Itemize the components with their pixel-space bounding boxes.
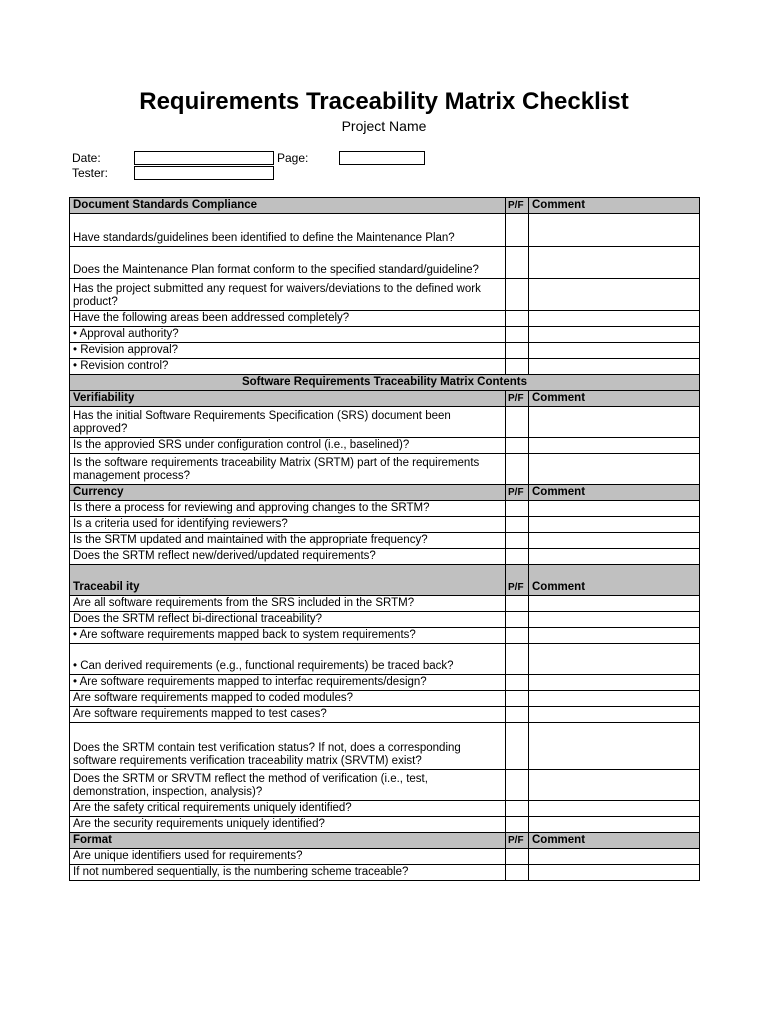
checklist-row (70, 628, 700, 644)
pf-cell[interactable] (506, 517, 529, 533)
comment-cell[interactable] (529, 214, 700, 247)
checklist-question: Is there a process for reviewing and approving changes to the SRTM? (70, 501, 506, 517)
checklist-row (70, 801, 700, 817)
checklist-row (70, 644, 700, 675)
comment-cell[interactable] (529, 849, 700, 865)
comment-cell[interactable] (529, 596, 700, 612)
checklist-row (70, 343, 700, 359)
section-title: Currency (70, 485, 506, 501)
pf-cell[interactable] (506, 691, 529, 707)
checklist-question: Does the Maintenance Plan format conform to the specified standard/guideline? (70, 247, 506, 279)
checklist-row (70, 407, 700, 438)
section-title: Format (70, 833, 506, 849)
comment-cell[interactable] (529, 279, 700, 311)
pf-cell[interactable] (506, 407, 529, 438)
checklist-row (70, 517, 700, 533)
pf-column-header: P/F (506, 391, 529, 407)
section-header-row (70, 391, 700, 407)
comment-cell[interactable] (529, 865, 700, 881)
comment-cell[interactable] (529, 770, 700, 801)
pf-column-header: P/F (506, 198, 529, 214)
checklist-question: Does the SRTM reflect bi-directional traceability? (70, 612, 506, 628)
checklist-row (70, 549, 700, 565)
section-title: Document Standards Compliance (70, 198, 506, 214)
pf-cell[interactable] (506, 612, 529, 628)
checklist-question: Have standards/guidelines been identified to define the Maintenance Plan? (70, 214, 506, 247)
checklist-row (70, 311, 700, 327)
comment-cell[interactable] (529, 612, 700, 628)
page-field[interactable] (339, 151, 425, 165)
checklist-row (70, 327, 700, 343)
comment-cell[interactable] (529, 801, 700, 817)
section-header-row (70, 833, 700, 849)
comment-cell[interactable] (529, 501, 700, 517)
checklist-question: Does the SRTM contain test verification status? If not, does a corresponding software requirements verification traceability matrix (SRVTM) exist? (70, 723, 506, 770)
comment-cell[interactable] (529, 675, 700, 691)
comment-cell[interactable] (529, 549, 700, 565)
comment-cell[interactable] (529, 533, 700, 549)
section-header-row (70, 485, 700, 501)
pf-cell[interactable] (506, 501, 529, 517)
comment-cell[interactable] (529, 438, 700, 454)
subheading-row (70, 375, 700, 391)
pf-cell[interactable] (506, 723, 529, 770)
comment-cell[interactable] (529, 247, 700, 279)
checklist-question: • Are software requirements mapped back to system requirements? (70, 628, 506, 644)
pf-cell[interactable] (506, 533, 529, 549)
checklist-question: Is the approvied SRS under configuration control (i.e., baselined)? (70, 438, 506, 454)
checklist-question: • Revision control? (70, 359, 506, 375)
page-title: Requirements Traceability Matrix Checklist (139, 88, 629, 115)
pf-cell[interactable] (506, 849, 529, 865)
comment-column-header: Comment (529, 565, 700, 596)
checklist-question: Does the SRTM or SRVTM reflect the method of verification (i.e., test, demonstration, inspection, analysis)? (70, 770, 506, 801)
checklist-question: Is a criteria used for identifying reviewers? (70, 517, 506, 533)
checklist-row (70, 849, 700, 865)
pf-cell[interactable] (506, 549, 529, 565)
checklist-table (69, 197, 700, 881)
comment-cell[interactable] (529, 628, 700, 644)
section-title: Verifiability (70, 391, 506, 407)
pf-cell[interactable] (506, 247, 529, 279)
checklist-question: Are all software requirements from the SRS included in the SRTM? (70, 596, 506, 612)
comment-column-header: Comment (529, 391, 700, 407)
date-label: Date: (72, 151, 101, 165)
comment-cell[interactable] (529, 723, 700, 770)
checklist-row (70, 533, 700, 549)
comment-cell[interactable] (529, 644, 700, 675)
checklist-question: If not numbered sequentially, is the numbering scheme traceable? (70, 865, 506, 881)
checklist-question: • Can derived requirements (e.g., functional requirements) be traced back? (70, 644, 506, 675)
comment-cell[interactable] (529, 454, 700, 485)
comment-cell[interactable] (529, 407, 700, 438)
checklist-body (70, 198, 700, 881)
checklist-question: Is the SRTM updated and maintained with the appropriate frequency? (70, 533, 506, 549)
checklist-question: Are software requirements mapped to coded modules? (70, 691, 506, 707)
checklist-row (70, 279, 700, 311)
comment-cell[interactable] (529, 517, 700, 533)
pf-cell[interactable] (506, 770, 529, 801)
comment-column-header: Comment (529, 833, 700, 849)
section-header-row (70, 198, 700, 214)
checklist-question: Are software requirements mapped to test cases? (70, 707, 506, 723)
checklist-row (70, 501, 700, 517)
comment-cell[interactable] (529, 311, 700, 327)
checklist-row (70, 612, 700, 628)
checklist-question: Does the SRTM reflect new/derived/updated requirements? (70, 549, 506, 565)
pf-cell[interactable] (506, 865, 529, 881)
checklist-row (70, 770, 700, 801)
checklist-row (70, 865, 700, 881)
pf-cell[interactable] (506, 707, 529, 723)
checklist-question: Are the safety critical requirements uniquely identified? (70, 801, 506, 817)
pf-cell[interactable] (506, 675, 529, 691)
pf-cell[interactable] (506, 343, 529, 359)
pf-cell[interactable] (506, 596, 529, 612)
date-field[interactable] (134, 151, 274, 165)
checklist-row (70, 817, 700, 833)
pf-column-header: P/F (506, 565, 529, 596)
checklist-question: • Are software requirements mapped to interfac requirements/design? (70, 675, 506, 691)
checklist-row (70, 247, 700, 279)
checklist-question: Has the initial Software Requirements Specification (SRS) document been approved? (70, 407, 506, 438)
pf-column-header: P/F (506, 485, 529, 501)
pf-cell[interactable] (506, 311, 529, 327)
pf-cell[interactable] (506, 628, 529, 644)
tester-field[interactable] (134, 166, 274, 180)
comment-cell[interactable] (529, 691, 700, 707)
checklist-row (70, 438, 700, 454)
comment-cell[interactable] (529, 343, 700, 359)
section-header-row (70, 565, 700, 596)
checklist-question: • Revision approval? (70, 343, 506, 359)
pf-cell[interactable] (506, 359, 529, 375)
checklist-row (70, 691, 700, 707)
pf-cell[interactable] (506, 438, 529, 454)
project-name: Project Name (341, 118, 427, 134)
checklist-question: Are unique identifiers used for requirements? (70, 849, 506, 865)
checklist-question: • Approval authority? (70, 327, 506, 343)
checklist-question: Is the software requirements traceability Matrix (SRTM) part of the requirements management process? (70, 454, 506, 485)
page-label: Page: (277, 151, 309, 165)
pf-column-header: P/F (506, 833, 529, 849)
checklist-row (70, 675, 700, 691)
pf-cell[interactable] (506, 817, 529, 833)
comment-cell[interactable] (529, 817, 700, 833)
comment-cell[interactable] (529, 327, 700, 343)
checklist-question: Are the security requirements uniquely identified? (70, 817, 506, 833)
pf-cell[interactable] (506, 279, 529, 311)
pf-cell[interactable] (506, 454, 529, 485)
comment-cell[interactable] (529, 707, 700, 723)
comment-column-header: Comment (529, 485, 700, 501)
comment-cell[interactable] (529, 359, 700, 375)
section-title: Traceabil ity (70, 565, 506, 596)
checklist-row (70, 454, 700, 485)
checklist-row (70, 707, 700, 723)
pf-cell[interactable] (506, 801, 529, 817)
checklist-row (70, 596, 700, 612)
pf-cell[interactable] (506, 644, 529, 675)
tester-label: Tester: (72, 166, 109, 180)
checklist-question: Have the following areas been addressed completely? (70, 311, 506, 327)
pf-cell[interactable] (506, 327, 529, 343)
comment-column-header: Comment (529, 198, 700, 214)
checklist-row (70, 214, 700, 247)
pf-cell[interactable] (506, 214, 529, 247)
checklist-row (70, 723, 700, 770)
checklist-question: Has the project submitted any request for waivers/deviations to the defined work product? (70, 279, 506, 311)
subheading-title: Software Requirements Traceability Matrix Contents (70, 375, 700, 391)
checklist-row (70, 359, 700, 375)
